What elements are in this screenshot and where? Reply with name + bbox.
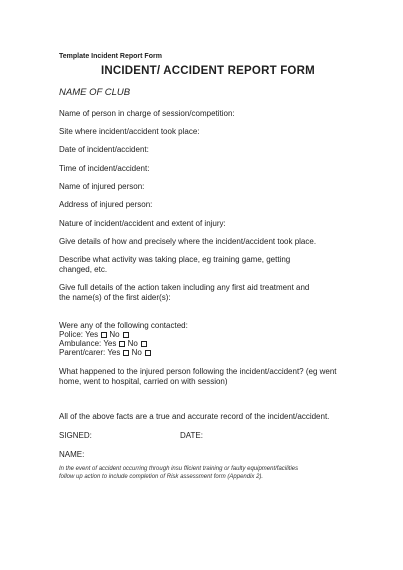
footnote-line2: follow up action to include completion of Risk assessment form (Appendix 2).: [59, 474, 264, 480]
contacted-label: Parent/carer:: [59, 348, 106, 357]
yes-checkbox[interactable]: [123, 350, 129, 356]
field-first-aid-line2: the name(s) of the first aider(s):: [59, 293, 171, 302]
field-site: Site where incident/accident took place:: [59, 127, 200, 136]
field-person-in-charge: Name of person in charge of session/competition:: [59, 109, 235, 118]
outcome-line2: home, went to hospital, carried on with session): [59, 377, 228, 386]
contacted-heading: Were any of the following contacted:: [59, 321, 188, 330]
form-title: INCIDENT/ ACCIDENT REPORT FORM: [101, 65, 315, 77]
outcome-line1: What happened to the injured person following the incident/accident? (eg went: [59, 367, 337, 376]
no-label: No: [109, 330, 120, 339]
field-injured-name: Name of injured person:: [59, 182, 145, 191]
contacted-label: Police:: [59, 330, 84, 339]
no-label: No: [131, 348, 142, 357]
footnote-line1: In the event of accident occurring through insu fficient training or faulty equipment/facilities: [59, 466, 299, 472]
no-checkbox[interactable]: [141, 341, 147, 347]
field-date: Date of incident/accident:: [59, 145, 149, 154]
field-injured-address: Address of injured person:: [59, 200, 153, 209]
yes-label: Yes: [107, 348, 121, 357]
yes-checkbox[interactable]: [119, 341, 125, 347]
field-activity-line1: Describe what activity was taking place, eg training game, getting: [59, 255, 291, 264]
contacted-row-parent: [59, 348, 151, 358]
yes-label: Yes: [85, 330, 99, 339]
no-checkbox[interactable]: [123, 332, 129, 338]
club-name: NAME OF CLUB: [59, 87, 131, 98]
name-label: NAME:: [59, 450, 85, 459]
contacted-label: Ambulance:: [59, 339, 102, 348]
field-details: Give details of how and precisely where the incident/accident took place.: [59, 237, 317, 246]
field-nature: Nature of incident/accident and extent of injury:: [59, 219, 226, 228]
date-label: DATE:: [180, 431, 203, 440]
field-activity-line2: changed, etc.: [59, 265, 108, 274]
declaration: All of the above facts are a true and accurate record of the incident/accident.: [59, 412, 330, 421]
yes-checkbox[interactable]: [101, 332, 107, 338]
field-first-aid-line1: Give full details of the action taken including any first aid treatment and: [59, 283, 310, 292]
signed-label: SIGNED:: [59, 431, 92, 440]
yes-label: Yes: [103, 339, 117, 348]
field-time: Time of incident/accident:: [59, 164, 150, 173]
no-checkbox[interactable]: [145, 350, 151, 356]
no-label: No: [127, 339, 138, 348]
document-header: Template Incident Report Form: [59, 53, 162, 60]
